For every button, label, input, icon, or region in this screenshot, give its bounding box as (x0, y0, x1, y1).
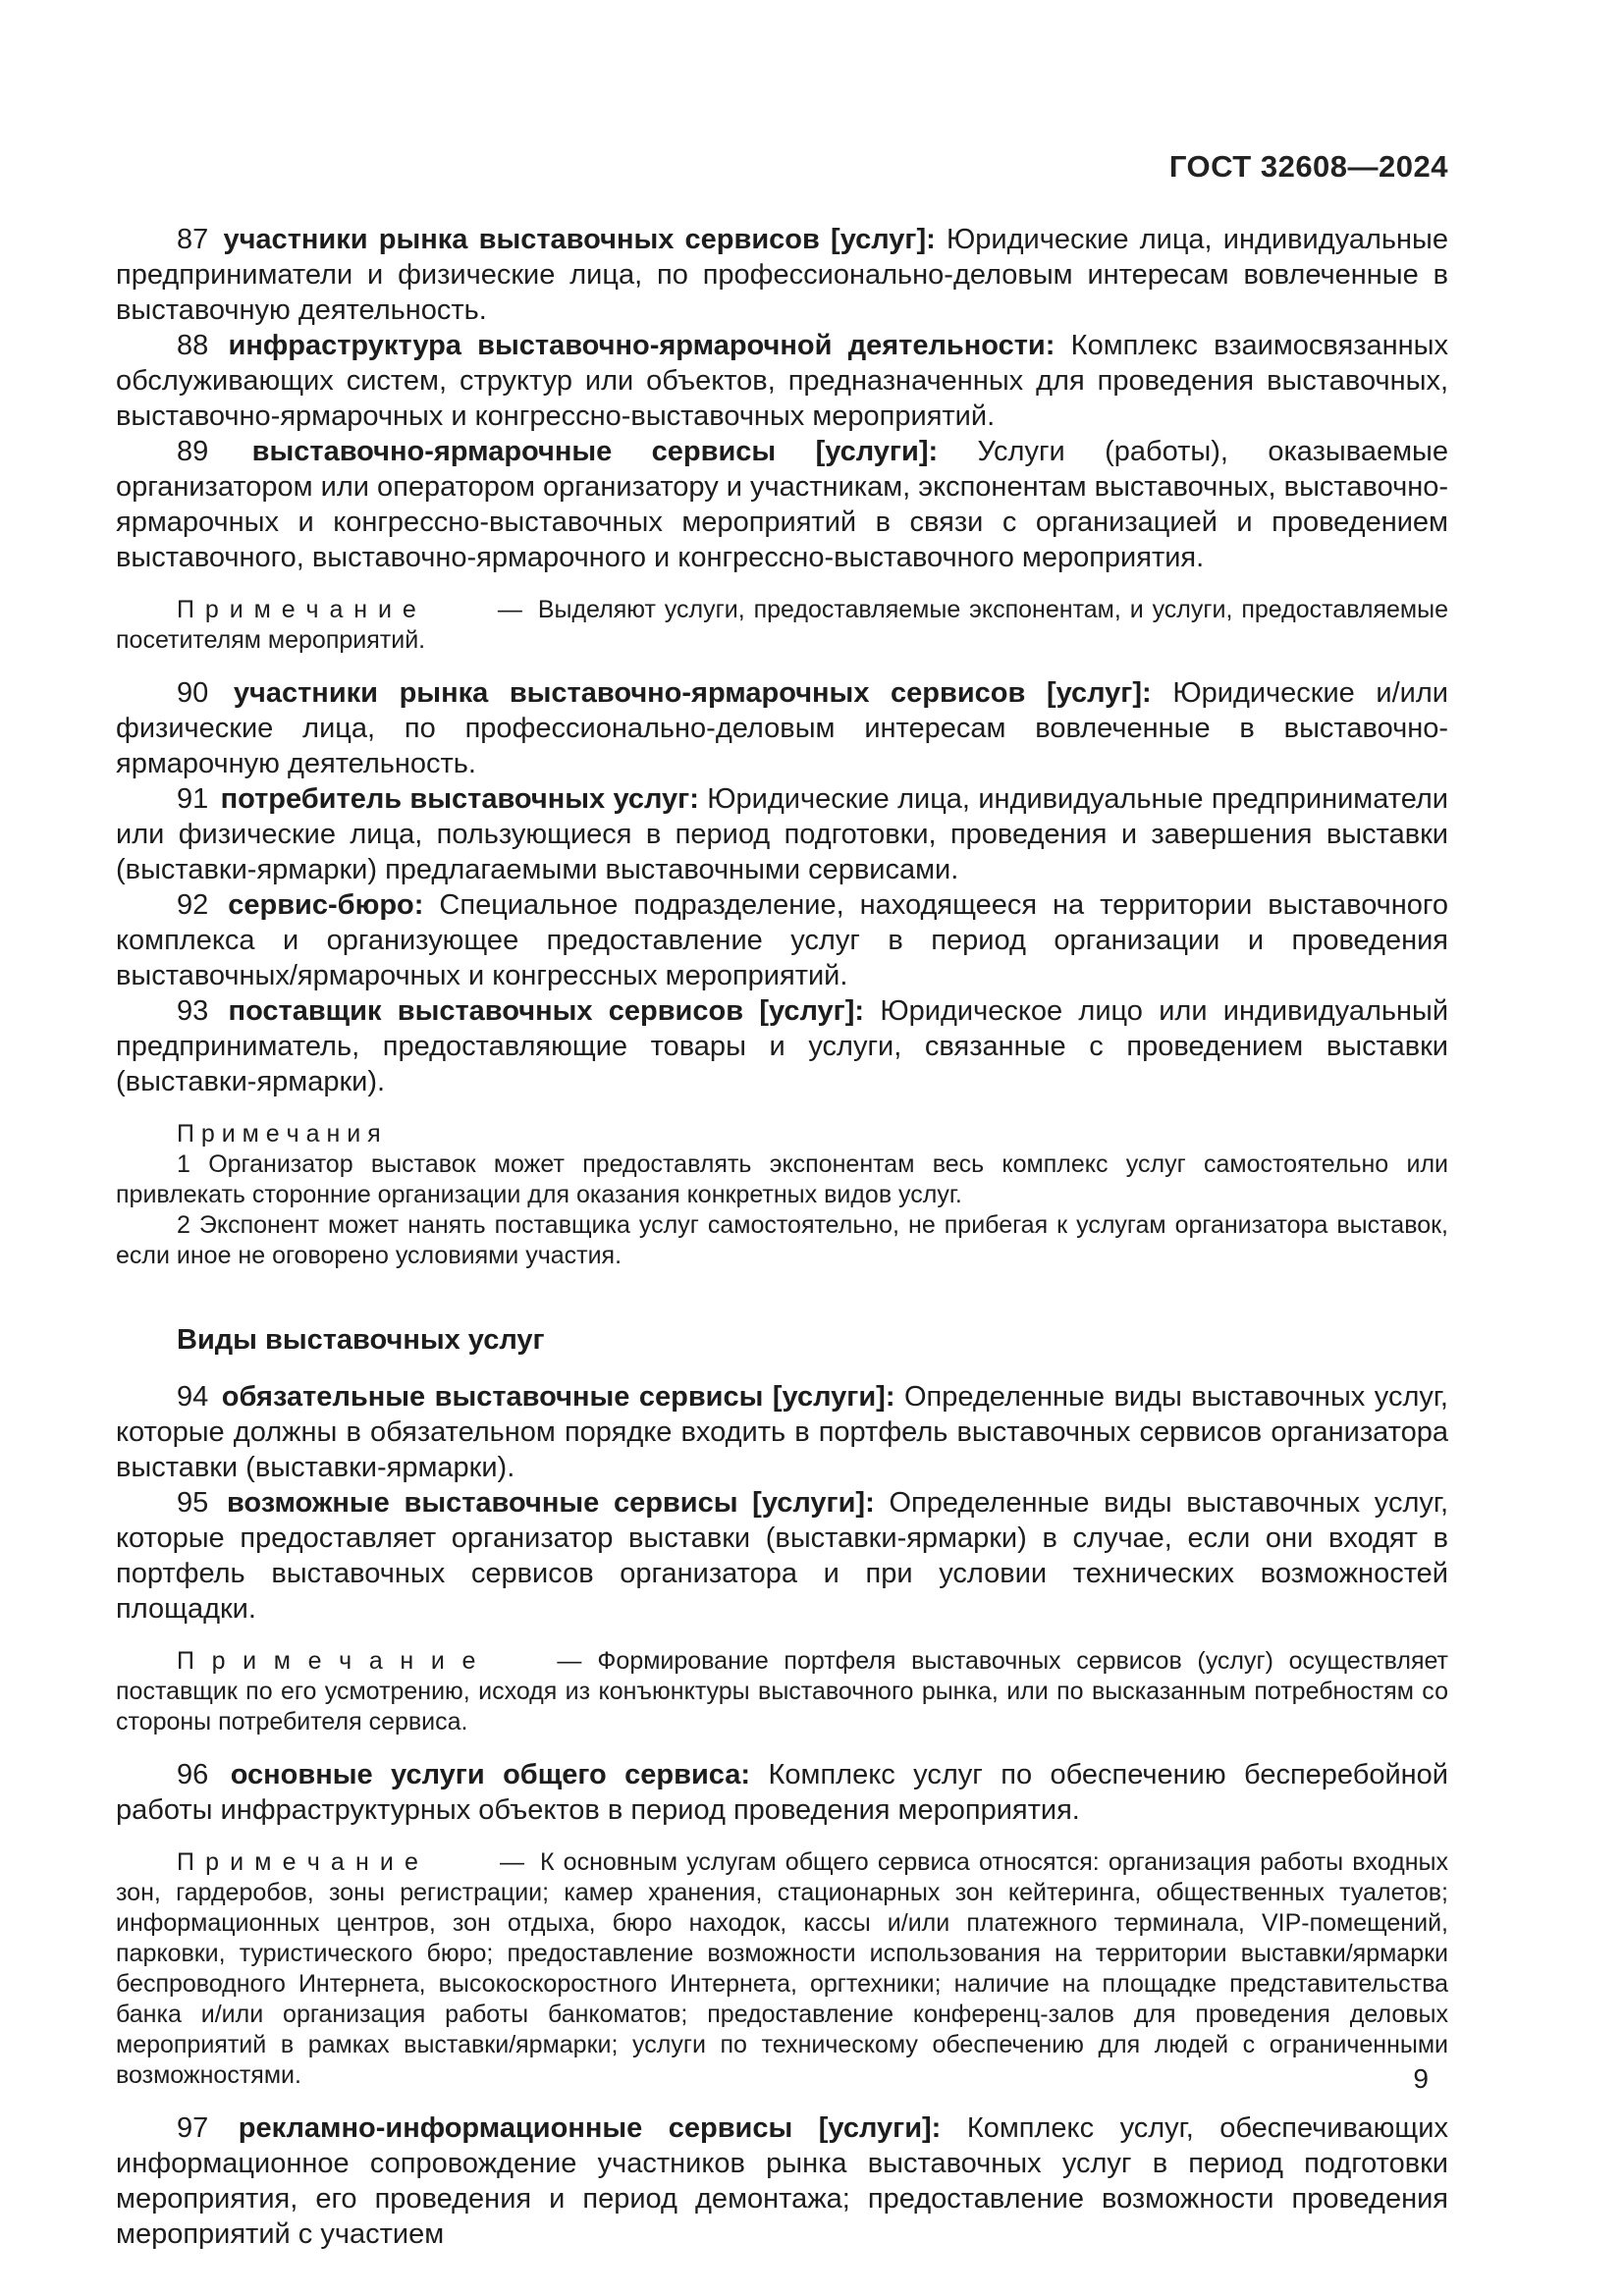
term-entry-90 (116, 675, 1448, 781)
note-text: К основным услугам общего сервиса относятся: организация работы входных зон, гардеробов, зоны регистрации; камер хранения, стационарных зон кейтеринга, общественных туалетов; информационных центров, зон отдыха, бюро находок, кассы и/или платежного терминала, VIP-помещений, парковки, туристического бюро; предоставление возможности использования на территории выставки/ярмарки беспроводного Интернета, высокоскоростного Интернета, оргтехники; наличие на площадке представительства банка и/или организация работы банкоматов; предоставление конференц-залов для проведения деловых мероприятий в рамках выставки/ярмарки; услуги по техническому обеспечению для людей с ограниченными возможностями. (116, 1848, 1448, 2089)
term-definition: Комплекс взаимосвязанных обслуживающих систем, структур или объектов, предназначенных для проведения выставочных, выставочно-ярмарочных и конгрессно-выставочных мероприятий. (116, 330, 1449, 432)
term-name: участники рынка выставочных сервисов [услуг]: (223, 224, 936, 255)
note-after-95 (116, 1646, 1448, 1737)
term-entry-91 (116, 781, 1448, 887)
term-name: рекламно-информационные сервисы [услуги]: (238, 2112, 942, 2144)
term-entry-87 (116, 222, 1448, 328)
term-name: потребитель выставочных услуг: (220, 783, 699, 815)
term-number: 87 (177, 224, 209, 255)
term-number: 95 (177, 1487, 209, 1519)
term-name: участники рынка выставочно-ярмарочных сервисов [услуг]: (233, 677, 1152, 709)
term-definition: Определенные виды выставочных услуг, которые предоставляет организатор выставки (выставки-ярмарки) в случае, если они входят в портфель выставочных сервисов организатора и при условии технических возможностей площадки. (116, 1487, 1448, 1625)
term-definition: Юридические лица, индивидуальные предприниматели или физические лица, пользующиеся в период подготовки, проведения и завершения выставки (выставки-ярмарки) предлагаемыми выставочными сервисами. (116, 783, 1448, 885)
term-entry-96 (116, 1757, 1448, 1828)
note-dash: — (497, 596, 522, 623)
term-entry-88 (116, 328, 1448, 434)
term-name: сервис-бюро: (228, 889, 424, 921)
term-name: поставщик выставочных сервисов [услуг]: (228, 995, 865, 1027)
term-definition: Комплекс услуг, обеспечивающих информационное сопровождение участников рынка выставочных услуг в период подготовки мероприятия, его проведения и период демонтажа; предоставление возможности проведения мероприятий с участием (116, 2112, 1448, 2250)
section-heading-service-types: Виды выставочных услуг (177, 1324, 545, 1356)
term-number: 91 (177, 783, 209, 815)
note-after-89 (116, 595, 1448, 656)
note-label: П р и м е ч а н и е (177, 596, 417, 623)
standard-number: ГОСТ 32608—2024 (1168, 149, 1448, 184)
page-header (116, 149, 1448, 185)
term-definition: Юридические лица, индивидуальные предприниматели и физические лица, по профессионально-деловым интересам вовлеченные в выставочную деятельность. (116, 224, 1448, 326)
term-number: 94 (177, 1381, 209, 1413)
term-definition: Юридические и/или физические лица, по профессионально-деловым интересам вовлеченные в выставочно-ярмарочную деятельность. (116, 677, 1448, 779)
document-body (116, 222, 1448, 2252)
note-dash: — (499, 1848, 524, 1876)
term-entry-94 (116, 1379, 1448, 1485)
term-number: 88 (177, 330, 209, 361)
note-item-1: 1 Организатор выставок может предоставлять экспонентам весь комплекс услуг самостоятельно или привлекать сторонние организации для оказания конкретных видов услуг. (116, 1150, 1448, 1208)
term-name: основные услуги общего сервиса: (230, 1759, 751, 1790)
note-text: Формирование портфеля выставочных сервисов (услуг) осуществляет поставщик по его усмотрению, исходя из конъюнктуры выставочного рынка, или по высказанным потребностям со стороны потребителя сервиса. (116, 1647, 1449, 1735)
term-name: инфраструктура выставочно-ярмарочной деятельности: (228, 330, 1056, 361)
term-entry-95 (116, 1485, 1448, 1627)
term-number: 89 (177, 436, 209, 467)
term-definition: Услуги (работы), оказываемые организатором или оператором организатору и участникам, экспонентам выставочных, выставочно-ярмарочных и конгрессно-выставочных мероприятий в связи с организацией и проведением выставочного, выставочно-ярмарочного и конгрессно-выставочного мероприятия. (116, 436, 1448, 573)
term-name: обязательные выставочные сервисы [услуги]: (221, 1381, 895, 1413)
notes-after-93 (116, 1119, 1448, 1271)
note-dash: — (557, 1647, 582, 1675)
term-definition: Специальное подразделение, находящееся на территории выставочного комплекса и организующее предоставление услуг в период организации и проведения выставочных/ярмарочных и конгрессных мероприятий. (116, 889, 1449, 991)
term-number: 90 (177, 677, 209, 709)
note-after-96 (116, 1847, 1448, 2091)
term-name: возможные выставочные сервисы [услуги]: (226, 1487, 875, 1519)
term-number: 93 (177, 995, 209, 1027)
term-entry-89 (116, 434, 1448, 575)
term-definition: Комплекс услуг по обеспечению бесперебойной работы инфраструктурных объектов в период проведения мероприятия. (116, 1759, 1449, 1826)
term-entry-93 (116, 993, 1448, 1099)
note-label: П р и м е ч а н и е (177, 1647, 477, 1675)
term-entry-92 (116, 887, 1448, 993)
notes-label: П р и м е ч а н и я (177, 1120, 381, 1148)
term-number: 96 (177, 1759, 209, 1790)
term-definition: Юридическое лицо или индивидуальный предприниматель, предоставляющие товары и услуги, связанные с проведением выставки (выставки-ярмарки). (116, 995, 1449, 1097)
page-number: 9 (1413, 2063, 1429, 2094)
note-label: П р и м е ч а н и е (177, 1848, 419, 1876)
term-number: 92 (177, 889, 209, 921)
term-number: 97 (177, 2112, 209, 2144)
term-name: выставочно-ярмарочные сервисы [услуги]: (251, 436, 939, 467)
note-item-2: 2 Экспонент может нанять поставщика услуг самостоятельно, не прибегая к услугам организатора выставок, если иное не оговорено условиями участия. (116, 1211, 1448, 1269)
note-text: Выделяют услуги, предоставляемые экспонентам, и услуги, предоставляемые посетителям мероприятий. (116, 596, 1448, 654)
term-definition: Определенные виды выставочных услуг, которые должны в обязательном порядке входить в портфель выставочных сервисов организатора выставки (выставки-ярмарки). (116, 1381, 1448, 1483)
term-entry-97 (116, 2110, 1448, 2252)
